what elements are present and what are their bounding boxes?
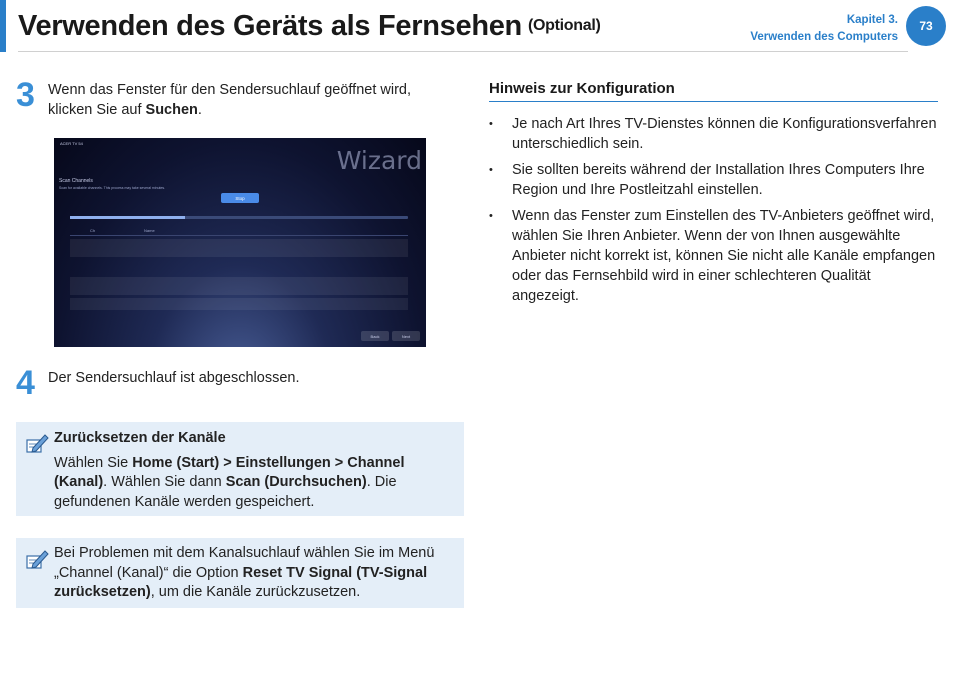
wizard-progress-fill [70,216,185,219]
list-item [489,114,938,154]
wizard-app-label: ACER TV 54 [60,141,83,146]
wizard-col-name: Name [144,228,155,233]
wizard-col-ch: Ch [90,228,96,233]
note-1-content [54,429,454,512]
note-1-menu-path: Home (Start) > Einstellungen > Channel (Kanal) [54,454,405,490]
wizard-next-button: Next [392,331,420,341]
wizard-channel-row [70,277,408,295]
note-pencil-icon [24,431,50,457]
wizard-progress-bar [70,216,408,219]
wizard-title: Wizard [336,146,422,175]
list-item [489,206,938,306]
step-4-number: 4 [16,364,35,402]
wizard-back-button: Back [361,331,389,341]
wizard-stop-button: Stop [221,193,259,203]
bullet-text: Sie sollten bereits während der Installation Ihres Computers Ihre Region und Ihre Postleitzahl einstellen. [512,162,925,198]
wizard-section-label: Scan Channels [59,178,93,184]
note-1-scan-label: Scan (Durchsuchen) [225,474,367,490]
config-hint-divider [489,101,938,102]
step-3-text-part: Wenn das Fenster für den Sendersuchlauf geöffnet wird, klicken Sie auf [48,82,411,118]
config-hint-heading: Hinweis zur Konfiguration [489,80,675,97]
note-1-text: . Die gefundenen Kanäle werden gespeichert. [54,474,397,510]
bullet-text: Wenn das Fenster zum Einstellen des TV-Anbieters geöffnet wird, wählen Sie Ihren Anbieter. Wenn der von Ihnen ausgewählte Anbieter nicht korrekt ist, können Sie nicht alle Kanäle empfangen oder das Fernsehbild wird in einer schlechteren Qualität angezeigt. [512,208,936,304]
chapter-title: Verwenden des Computers [750,31,898,43]
page-number-badge: 73 [906,6,946,46]
page-title [18,10,601,43]
wizard-channel-row [70,298,408,310]
note-box-reset-signal [16,538,464,608]
step-4-text: Der Sendersuchlauf ist abgeschlossen. [48,370,300,386]
step-3-text [48,80,443,120]
note-2-text: Bei Problemen mit dem Kanalsuchlauf wählen Sie im Menü „Channel (Kanal)“ die Option [54,545,435,581]
header-divider [18,51,908,52]
page-title-suffix: (Optional) [527,17,601,34]
note-1-title: Zurücksetzen der Kanäle [54,430,226,446]
wizard-channel-row [70,239,408,257]
step-3-number: 3 [16,76,35,114]
chapter-label [750,12,898,46]
note-1-text: . Wählen Sie dann [103,474,226,490]
page-title-text: Verwenden des Geräts als Fernsehen [18,10,522,42]
step-3-text-end: . [197,102,202,118]
step-3-bold: Suchen [145,102,198,118]
note-2-option: Reset TV Signal (TV-Signal zurücksetzen) [54,564,428,600]
note-1-text: Wählen Sie [54,454,133,471]
note-1-body [54,454,454,513]
bullet-dot: • [489,164,493,176]
list-item [489,160,938,200]
bullet-dot: • [489,118,493,130]
wizard-screenshot [54,138,426,347]
note-pencil-icon [24,547,50,573]
wizard-channel-header [70,226,408,236]
note-box-reset-channels [16,422,464,516]
note-2-content [54,544,454,603]
header-accent-bar [0,0,6,52]
wizard-description: Scan for available channels. This process may take several minutes. [59,186,166,190]
note-2-text: , um die Kanäle zurückzusetzen. [150,584,361,600]
chapter-number: Kapitel 3. [846,14,898,26]
bullet-dot: • [489,210,493,222]
bullet-text: Je nach Art Ihres TV-Dienstes können die Konfigurationsverfahren unterschiedlich sein. [512,116,937,152]
